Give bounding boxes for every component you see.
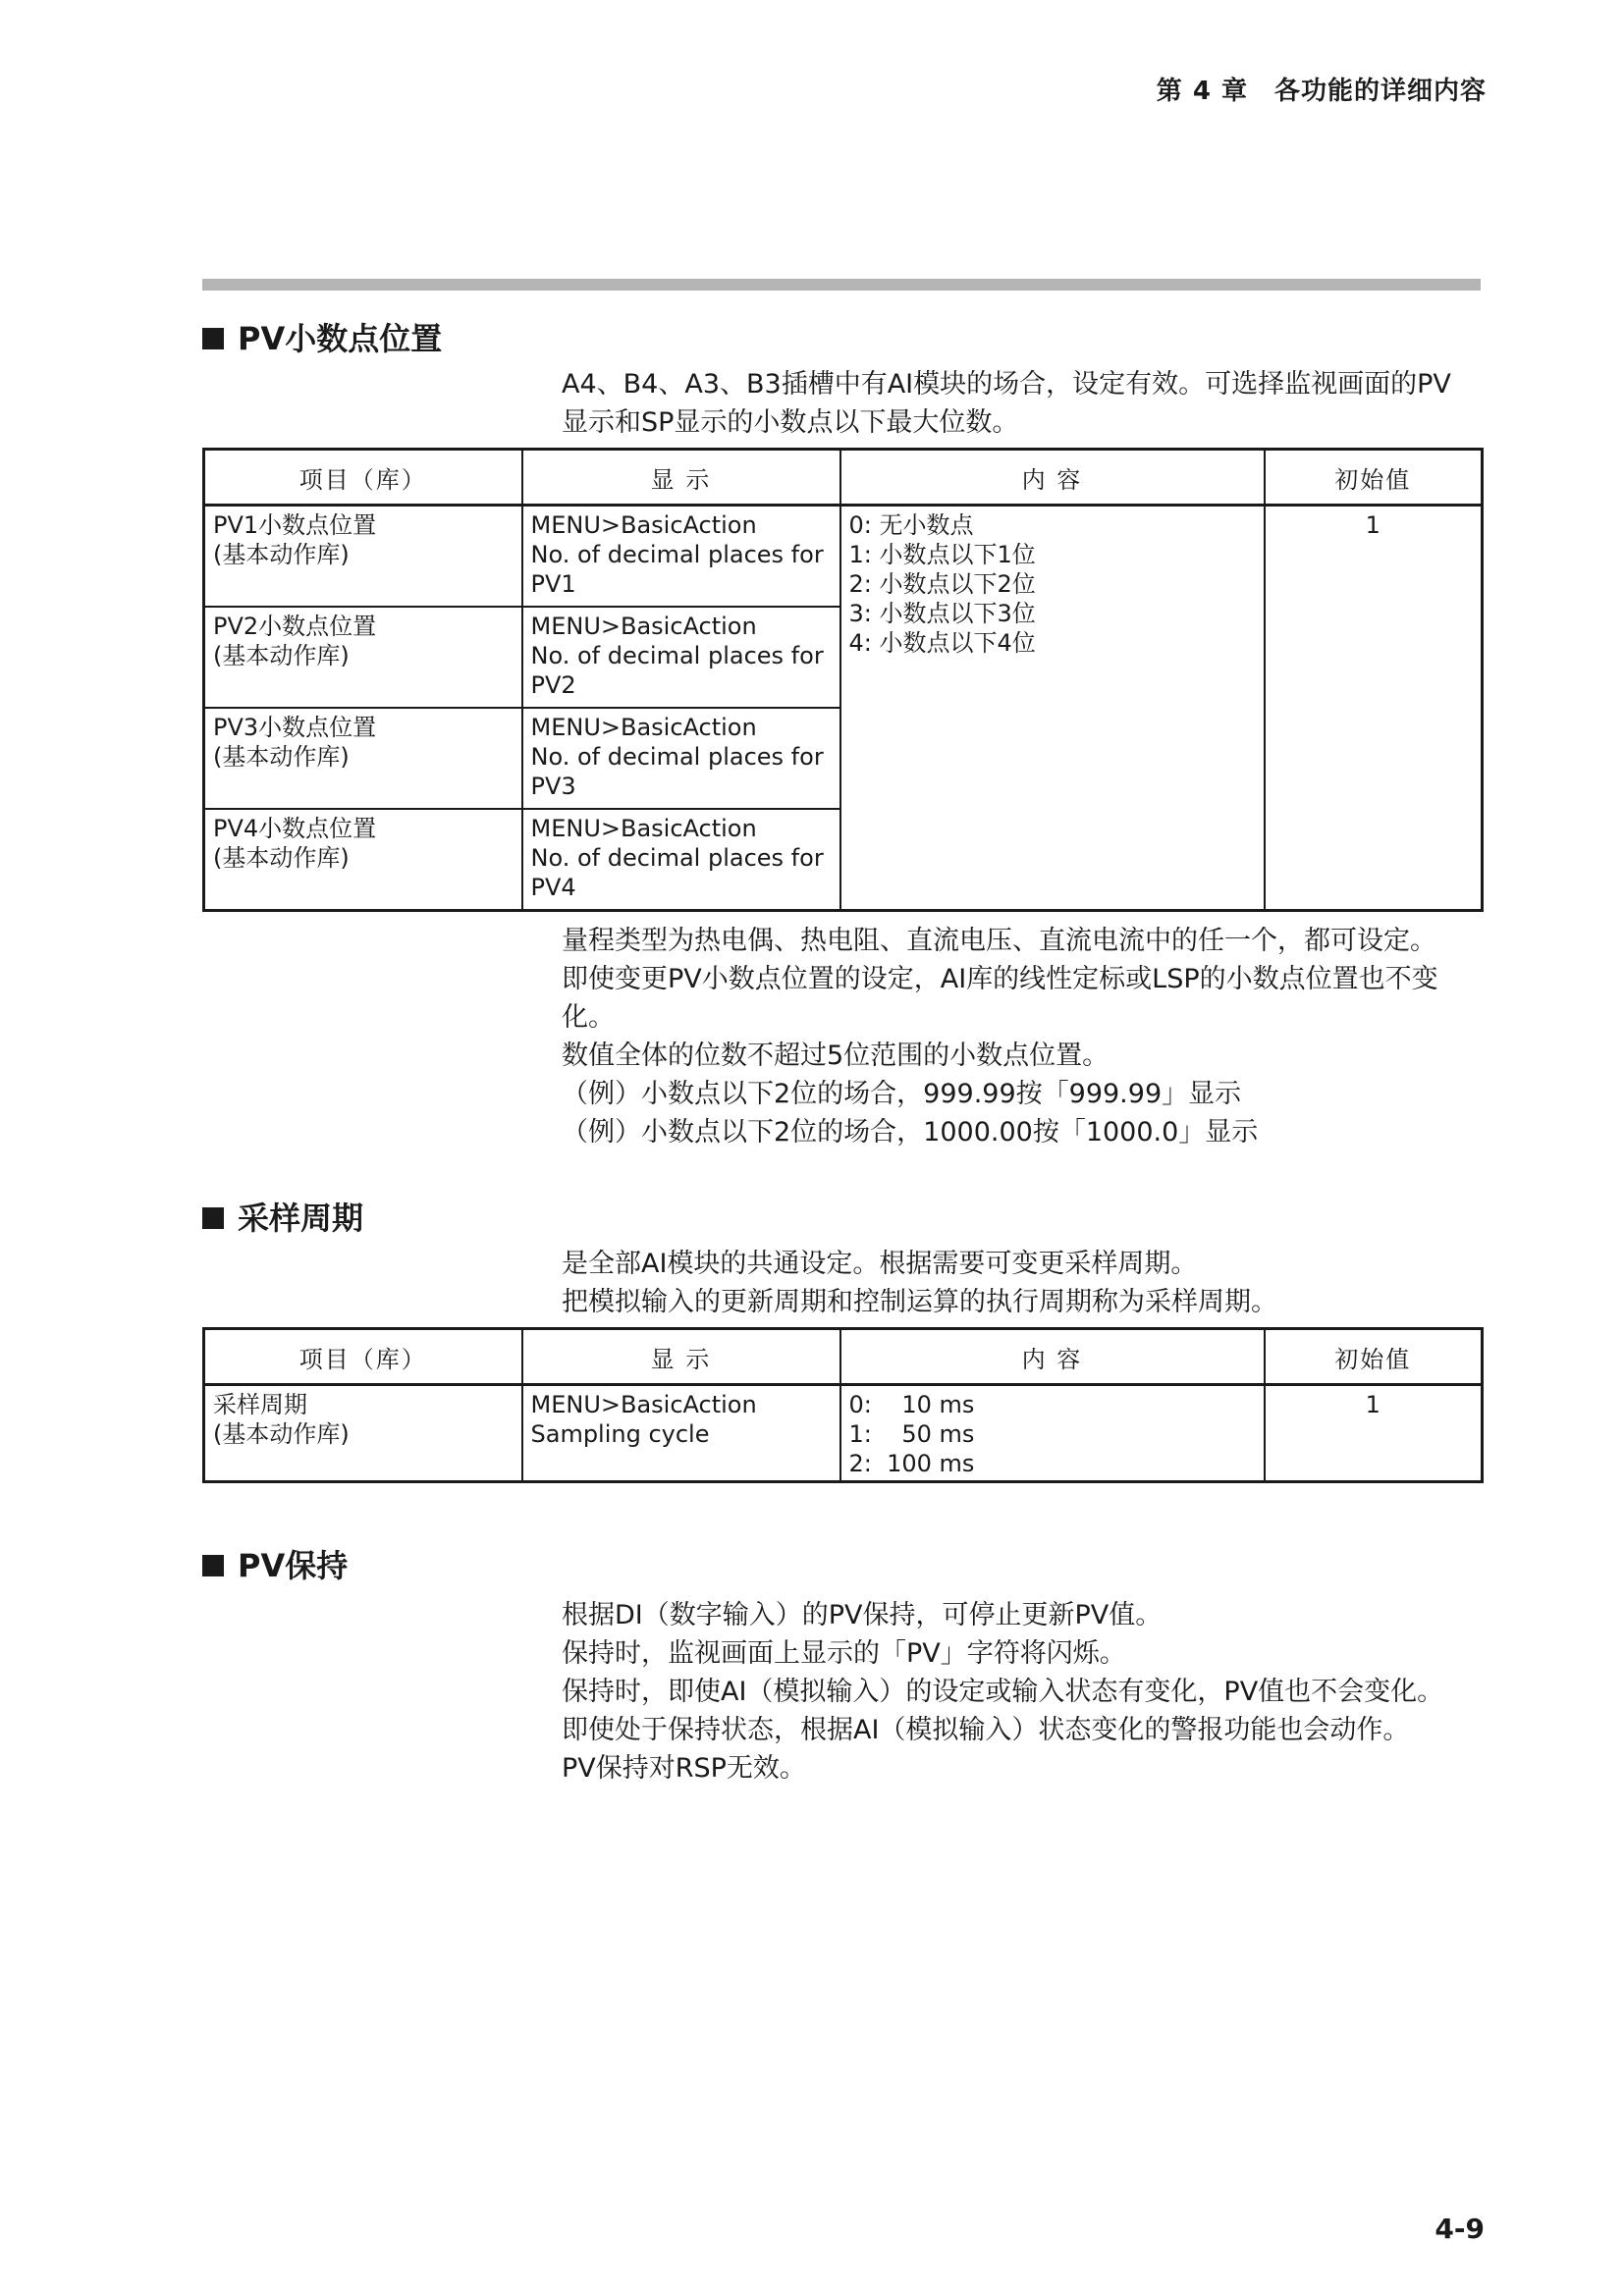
section-pv-decimal bbox=[202, 316, 1481, 1151]
section-body: 根据DI（数字输入）的PV保持，可停止更新PV值。 保持时，监视画面上显示的「PV」字符将闪烁。 保持时，即使AI（模拟输入）的设定或输入状态有变化，PV值也不会变化。 即使处于保持状态，根据AI（模拟输入）状态变化的警报功能也会动作。 PV保持对RSP无效。 bbox=[562, 1600, 1444, 1784]
square-bullet-icon bbox=[202, 1555, 224, 1576]
header-initial: 初始值 bbox=[1265, 450, 1483, 506]
item-cell: PV4小数点位置 (基本动作库) bbox=[204, 809, 522, 911]
chapter-header: 第 4 章 各功能的详细内容 bbox=[1156, 77, 1487, 106]
section-pv-hold bbox=[202, 1543, 1481, 1788]
header-initial: 初始值 bbox=[1265, 1329, 1483, 1385]
item-cell: PV3小数点位置 (基本动作库) bbox=[204, 708, 522, 809]
content-cell: 0: 10 ms 1: 50 ms 2: 100 ms bbox=[840, 1385, 1265, 1482]
header-content: 内 容 bbox=[840, 1329, 1265, 1385]
sampling-cycle-table bbox=[202, 1327, 1484, 1483]
display-cell: MENU>BasicAction No. of decimal places for PV1 bbox=[522, 506, 840, 608]
header-display: 显 示 bbox=[522, 1329, 840, 1385]
section-title: PV小数点位置 bbox=[202, 316, 1481, 361]
header-item: 项目（库） bbox=[204, 450, 522, 506]
square-bullet-icon bbox=[202, 1207, 224, 1229]
section-title: PV保持 bbox=[202, 1543, 1481, 1588]
section-intro: 是全部AI模块的共通设定。根据需要可变更采样周期。 把模拟输入的更新周期和控制运算的执行周期称为采样周期。 bbox=[562, 1249, 1277, 1317]
initial-cell: 1 bbox=[1265, 1385, 1483, 1482]
display-cell: MENU>BasicAction No. of decimal places for PV4 bbox=[522, 809, 840, 911]
item-cell: 采样周期 (基本动作库) bbox=[204, 1385, 522, 1482]
section-sampling-cycle bbox=[202, 1196, 1481, 1483]
display-cell: MENU>BasicAction No. of decimal places for PV2 bbox=[522, 607, 840, 708]
display-cell: MENU>BasicAction Sampling cycle bbox=[522, 1385, 840, 1482]
item-cell: PV1小数点位置 (基本动作库) bbox=[204, 506, 522, 608]
header-content: 内 容 bbox=[840, 450, 1265, 506]
section-notes: 量程类型为热电偶、热电阻、直流电压、直流电流中的任一个，都可设定。 即使变更PV小数点位置的设定，AI库的线性定标或LSP的小数点位置也不变 化。 数值全体的位数不超过5位范围的小数点位置。 （例）小数点以下2位的场合，999.99按「999.99」显示 （例）小数点以下2位的场合，1000.00按「1000.0」显示 bbox=[562, 926, 1438, 1148]
table-header-row bbox=[204, 450, 1483, 506]
table-row bbox=[204, 1385, 1483, 1482]
display-cell: MENU>BasicAction No. of decimal places for PV3 bbox=[522, 708, 840, 809]
header-item: 项目（库） bbox=[204, 1329, 522, 1385]
page-number: 4-9 bbox=[1435, 2213, 1485, 2245]
initial-cell: 1 bbox=[1265, 506, 1483, 911]
pv-decimal-table bbox=[202, 448, 1484, 912]
item-cell: PV2小数点位置 (基本动作库) bbox=[204, 607, 522, 708]
section-title: 采样周期 bbox=[202, 1196, 1481, 1241]
table-row bbox=[204, 506, 1483, 608]
table-header-row bbox=[204, 1329, 1483, 1385]
top-rule bbox=[202, 279, 1481, 291]
content-cell: 0: 无小数点 1: 小数点以下1位 2: 小数点以下2位 3: 小数点以下3位 4: 小数点以下4位 bbox=[840, 506, 1265, 911]
section-intro: A4、B4、A3、B3插槽中有AI模块的场合，设定有效。可选择监视画面的PV 显示和SP显示的小数点以下最大位数。 bbox=[562, 369, 1451, 438]
square-bullet-icon bbox=[202, 328, 224, 349]
header-display: 显 示 bbox=[522, 450, 840, 506]
